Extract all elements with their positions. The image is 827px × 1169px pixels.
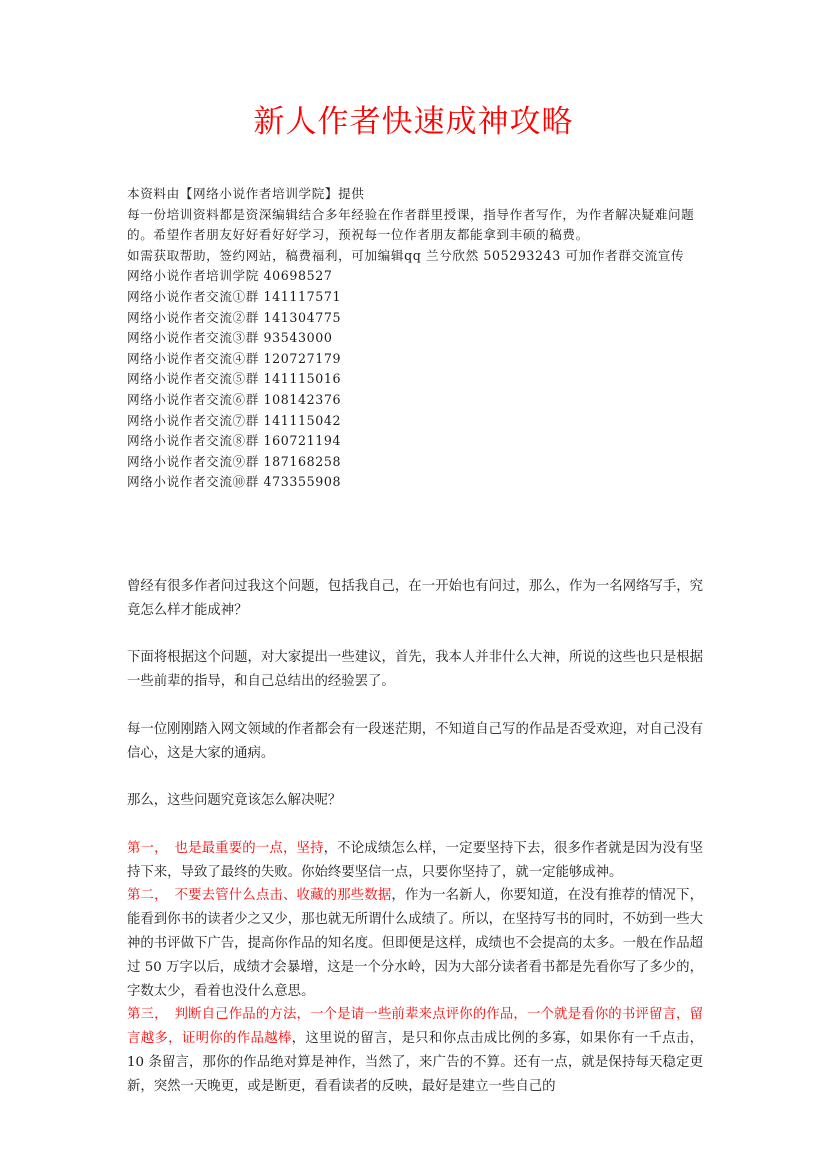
group-item: 网络小说作者交流①群 141117571 bbox=[127, 288, 342, 304]
description-text: 每一份培训资料都是资深编辑结合多年经验在作者群里授课，指导作者写作，为作者解决疑难问题的。希望作者朋友好好看好好学习，预祝每一位作者朋友都能拿到丰硕的稿费。 bbox=[127, 206, 695, 243]
point-highlight: 第一， 也是最重要的一点，坚持 bbox=[127, 840, 324, 856]
article-body bbox=[127, 575, 703, 1099]
group-item: 网络小说作者交流⑤群 141115016 bbox=[127, 371, 342, 387]
group-item: 网络小说作者交流②群 141304775 bbox=[127, 309, 342, 325]
body-paragraph: 下面将根据这个问题，对大家提出一些建议，首先，我本人并非什么大神，所说的这些也只是根据一些前辈的指导，和自己总结出的经验罢了。 bbox=[127, 650, 703, 690]
group-item: 网络小说作者交流④群 120727179 bbox=[127, 350, 342, 366]
group-item: 网络小说作者交流③群 93543000 bbox=[127, 330, 333, 346]
body-paragraph: 曾经有很多作者问过我这个问题，包括我自己，在一开始也有问过，那么，作为一名网络写手，究竟怎么样才能成神？ bbox=[127, 579, 703, 618]
group-item: 网络小说作者交流⑧群 160721194 bbox=[127, 433, 342, 449]
body-paragraph: 每一位刚刚踏入网文领域的作者都会有一段迷茫期，不知道自己写的作品是否受欢迎，对自己没有信心，这是大家的通病。 bbox=[127, 721, 703, 761]
point-item bbox=[127, 884, 703, 1003]
source-line: 本资料由【网络小说作者培训学院】提供 bbox=[127, 186, 365, 201]
point-highlight: 第三， 判断自己作品的方法，一个是请一些前辈来点评你的作品，一个就是看你的书评留言，留言越多，证明你的作品越棒 bbox=[127, 1007, 703, 1047]
point-text: ，作为一名新人，你要知道，在没有推荐的情况下，能看到你书的读者少之又少，那也就无所谓什么成绩了。所以，在坚持写书的同时，不妨到一些大神的书评做下广告，提高你作品的知名度。但即便是这样，成绩也不会提高的太多。一般在作品超过 50 万字以后，成绩才会暴增，这是一个分水岭，因为大部分读者看书都是先看你写了多少的，字数太少，看着也没什么意思。 bbox=[127, 888, 703, 999]
point-highlight: 第二， 不要去管什么点击、收藏的那些数据 bbox=[127, 888, 392, 904]
contact-text: 如需获取帮助，签约网站，稿费福利，可加编辑qq 兰兮欣然 505293243 可加作者群交流宣传 bbox=[127, 247, 685, 263]
point-text: ，不论成绩怎么样，一定要坚持下去，很多作者就是因为没有坚持下来，导致了最终的失败。你始终要坚信一点，只要你坚持了，就一定能够成神。 bbox=[127, 840, 703, 880]
point-item bbox=[127, 1003, 703, 1098]
point-text: ，这里说的留言，是只和你点击成比例的多寡，如果你有一千点击，10 条留言，那你的作品绝对算是神作，当然了，来广告的不算。还有一点，就是保持每天稳定更新，突然一天晚更，或是断更，看看读者的反映，最好是建立一些自己的 bbox=[127, 1031, 704, 1094]
point-item bbox=[127, 837, 703, 885]
group-item: 网络小说作者培训学院 40698527 bbox=[127, 268, 333, 284]
page-title: 新人作者快速成神攻略 bbox=[253, 104, 574, 140]
body-paragraph: 那么，这些问题究竟该怎么解决呢？ bbox=[127, 793, 342, 809]
group-item: 网络小说作者交流⑥群 108142376 bbox=[127, 391, 342, 407]
group-item: 网络小说作者交流⑩群 473355908 bbox=[127, 474, 342, 490]
group-item: 网络小说作者交流⑨群 187168258 bbox=[127, 453, 342, 469]
group-item: 网络小说作者交流⑦群 141115042 bbox=[127, 412, 342, 428]
intro-block bbox=[127, 184, 712, 493]
